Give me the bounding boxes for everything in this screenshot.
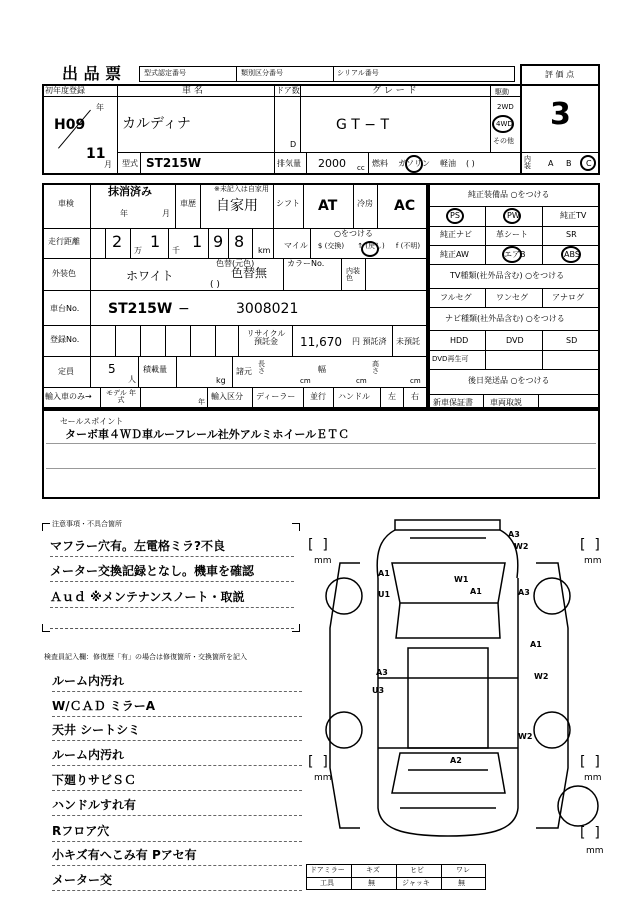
damage-mark-10: U3 bbox=[372, 686, 385, 695]
shift-value: AT bbox=[318, 198, 338, 214]
header-fields bbox=[139, 66, 515, 82]
grade-label: グ レ ー ド bbox=[372, 86, 417, 96]
damage-mark-8: A1 bbox=[530, 640, 542, 649]
score-value: 3 bbox=[550, 97, 571, 132]
damage-mark-12: W2 bbox=[518, 732, 533, 741]
chassis-model: ST215W bbox=[108, 301, 173, 317]
damage-mark-5: W1 bbox=[454, 575, 469, 584]
interior-label: 内装 bbox=[524, 155, 531, 170]
grade-value: G T − T bbox=[336, 117, 390, 133]
inspector-item-7: Rフロア穴 bbox=[52, 822, 302, 842]
inspector-item-3: 天井 シートシミ bbox=[52, 721, 302, 741]
capacity-value: 5 bbox=[108, 362, 116, 376]
page-title: 出 品 票 bbox=[62, 64, 122, 83]
mileage-digit-1: 2 bbox=[112, 232, 123, 251]
model-value: ST215W bbox=[146, 156, 202, 170]
fuel-circle bbox=[405, 155, 423, 173]
inspector-item-2: W/ＣＡＤ ミラーA bbox=[52, 697, 302, 717]
damage-mark-4: U1 bbox=[378, 590, 391, 599]
recycle-value: 11,670 bbox=[300, 335, 342, 349]
interior-c: C bbox=[586, 159, 592, 168]
name-label: 車 名 bbox=[182, 86, 203, 96]
fuel-gasoline: ガソリン bbox=[398, 159, 430, 168]
reg-month: 11 bbox=[86, 146, 106, 162]
damage-mark-7: A3 bbox=[518, 588, 530, 597]
damage-mark-3: A1 bbox=[378, 569, 390, 578]
shaken-value: 抹消済み bbox=[108, 185, 152, 198]
field-serial: シリアル番号 bbox=[337, 69, 379, 77]
inspector-item-8: 小キズ有へこみ有 Pアセ有 bbox=[52, 846, 302, 866]
equip-ps: PS bbox=[450, 211, 460, 220]
damage-mark-11: W2 bbox=[534, 672, 549, 681]
inspector-label: 検査員記入欄：修復歴「有」の場合は修復箇所・交換箇所を記入 bbox=[44, 653, 247, 661]
color-value: ホワイト bbox=[126, 269, 174, 283]
inspector-item-1: ルーム内汚れ bbox=[52, 672, 302, 692]
car-name: カルディナ bbox=[122, 116, 191, 132]
equip-abs: ABS bbox=[564, 250, 580, 259]
field-class-no: 類別区分番号 bbox=[241, 69, 283, 77]
equipment-title: 純正装備品 ○をつける bbox=[468, 190, 550, 199]
note-item-3: Ａｕｄ ※メンテナンスノート・取説 bbox=[50, 588, 294, 608]
equip-airbag: エアB bbox=[504, 250, 526, 259]
note-item-2: メーター交換記録となし。機車を確認 bbox=[50, 562, 294, 582]
damage-mark-1: A3 bbox=[508, 530, 520, 539]
reg-label: 初年度登録 bbox=[45, 86, 85, 95]
drive-label: 駆動 bbox=[495, 88, 509, 96]
mileage-digit-3: 1 bbox=[192, 232, 203, 251]
inspection-table bbox=[42, 183, 428, 409]
damage-mark-2: W2 bbox=[514, 542, 529, 551]
drive-4wd: 4WD bbox=[496, 120, 513, 128]
equip-pw: PW bbox=[507, 211, 520, 220]
drive-4wd-circle bbox=[492, 115, 514, 133]
ac-value: AC bbox=[394, 198, 416, 214]
displacement-value: 2000 bbox=[318, 157, 346, 170]
damage-mark-13: A2 bbox=[450, 756, 462, 765]
repaint-value: 色替無 bbox=[231, 266, 268, 280]
damage-mark-6: A1 bbox=[470, 587, 482, 596]
mileage-back-circle bbox=[361, 241, 379, 257]
inspector-item-5: 下廻りサビＳＣ bbox=[52, 771, 302, 791]
mileage-digit-4: 9 bbox=[213, 232, 224, 251]
note-item-1: マフラー穴有。左電格ミラ?不良 bbox=[50, 537, 294, 557]
history-value: 自家用 bbox=[216, 198, 258, 214]
inspector-item-9: メーター交 bbox=[52, 871, 302, 891]
inspector-item-6: ハンドルすれ有 bbox=[52, 796, 302, 816]
model-label: 型式 bbox=[122, 159, 138, 168]
sales-point-box bbox=[42, 409, 600, 499]
score-label: 評 価 点 bbox=[545, 70, 575, 79]
door-label: ドア数 bbox=[276, 86, 300, 95]
damage-mark-9: A3 bbox=[376, 668, 388, 677]
car-diagram bbox=[300, 508, 600, 858]
field-type-cert: 型式認定番号 bbox=[144, 69, 186, 77]
mileage-digit-5: 8 bbox=[234, 232, 245, 251]
sales-point-text: ターボ車４ＷＤ車ルーフレール社外アルミホイールＥＴＣ bbox=[65, 428, 350, 441]
reg-year: H09 bbox=[54, 117, 86, 133]
inspector-item-4: ルーム内汚れ bbox=[52, 746, 302, 766]
mileage-digit-2: 1 bbox=[150, 232, 161, 251]
chassis-number: 3008021 bbox=[236, 301, 299, 317]
